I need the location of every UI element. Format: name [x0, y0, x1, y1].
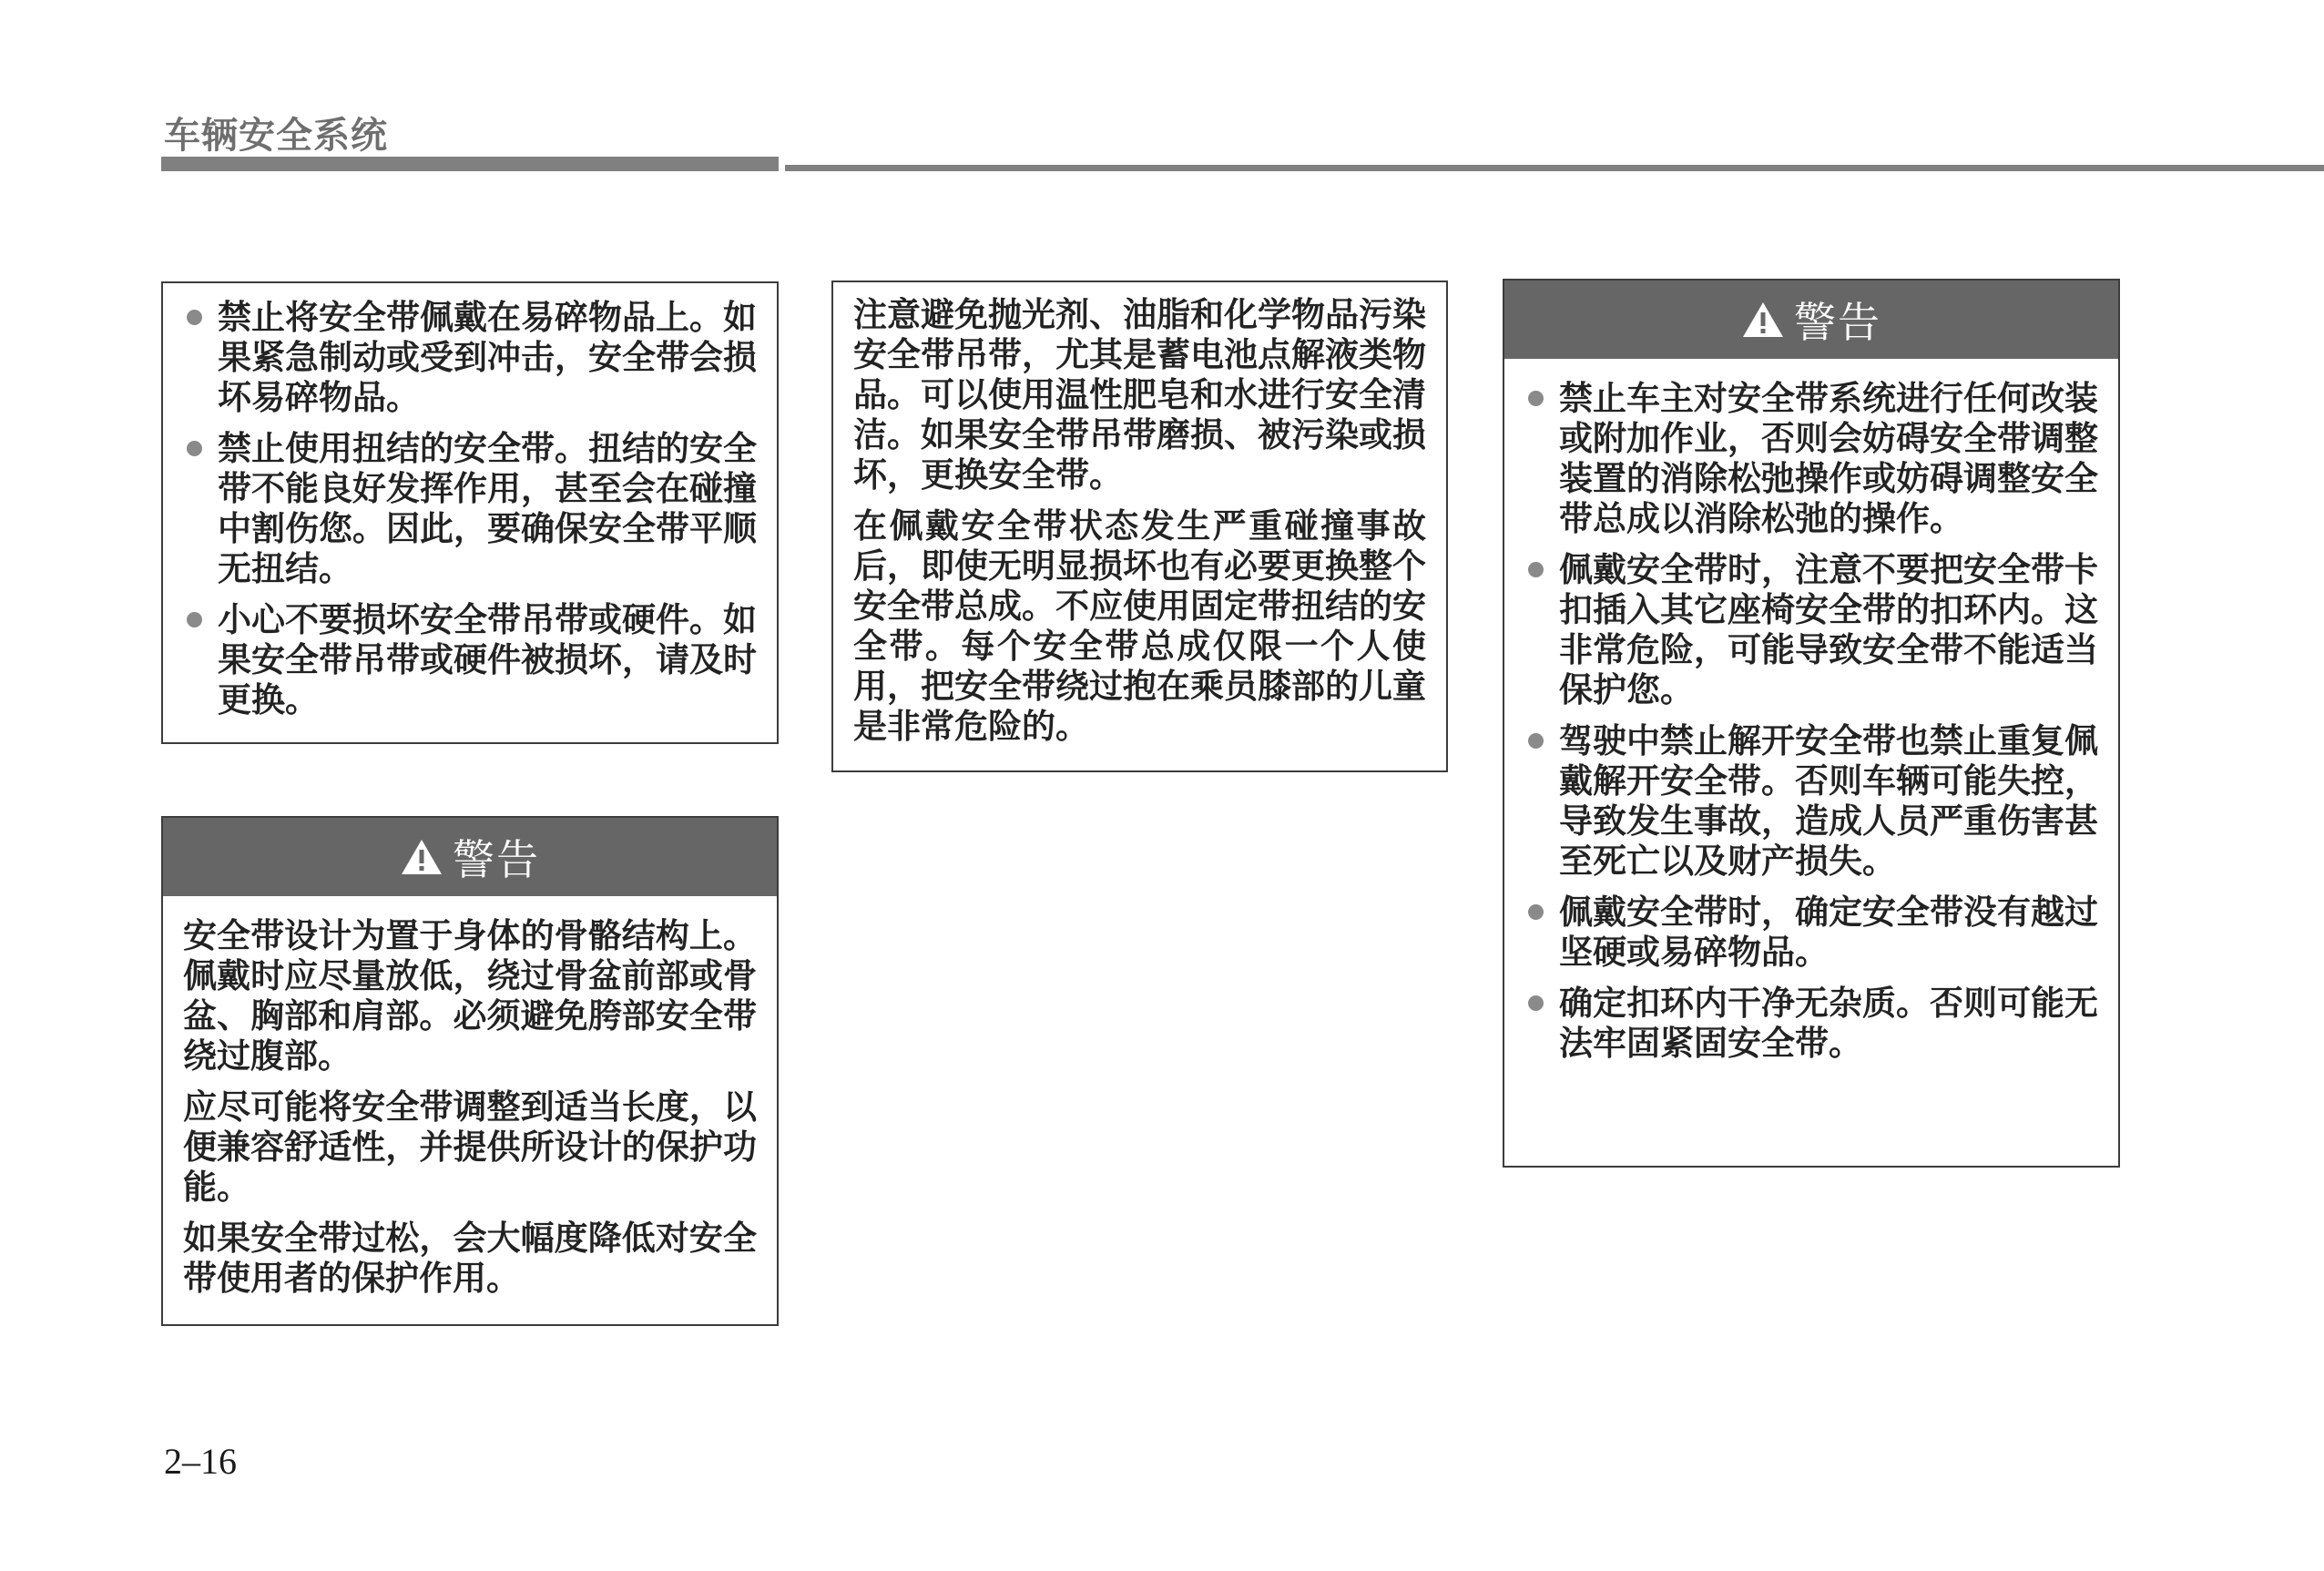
warning-title: 警告	[453, 835, 540, 884]
warning-header	[163, 818, 777, 896]
header-bar-thin	[785, 165, 2324, 171]
bullet-dot-icon	[187, 441, 202, 456]
warning-list	[1524, 379, 2098, 1064]
warning-box-left	[161, 816, 779, 1326]
list-item	[1524, 984, 2098, 1064]
list-item-text: 禁止使用扭结的安全带。扭结的安全带不能良好发挥作用，甚至会在碰撞中割伤您。因此，要确保安全带平顺无扭结。	[218, 429, 757, 588]
bullet-dot-icon	[187, 310, 202, 325]
list-item-text: 确定扣环内干净无杂质。否则可能无法牢固紧固安全带。	[1559, 984, 2098, 1063]
warning-paragraph: 安全带设计为置于身体的骨骼结构上。佩戴时应尽量放低，绕过骨盆前部或骨盆、胸部和肩部。必须避免胯部安全带绕过腹部。	[183, 916, 757, 1076]
list-item	[1524, 379, 2098, 539]
caution-list	[183, 298, 757, 720]
warning-paragraph: 如果安全带过松，会大幅度降低对安全带使用者的保护作用。	[183, 1219, 757, 1298]
list-item	[183, 429, 757, 589]
bullet-dot-icon	[1528, 391, 1544, 406]
bullet-dot-icon	[1528, 904, 1544, 920]
caution-paragraph: 在佩戴安全带状态发生严重碰撞事故后，即使无明显损坏也有必要更换整个安全带总成。不应使用固定带扭结的安全带。每个安全带总成仅限一个人使用，把安全带绕过抱在乘员膝部的儿童是非常危险的。	[853, 506, 1426, 746]
warning-triangle-icon	[400, 838, 443, 876]
caution-box-left	[161, 281, 779, 744]
caution-paragraph: 注意避免抛光剂、油脂和化学物品污染安全带吊带，尤其是蓄电池点解液类物品。可以使用温性肥皂和水进行安全清洁。如果安全带吊带磨损、被污染或损坏，更换安全带。	[853, 295, 1426, 495]
warning-paragraph: 应尽可能将安全带调整到适当长度，以便兼容舒适性，并提供所设计的保护功能。	[183, 1087, 757, 1207]
list-item-text: 小心不要损坏安全带吊带或硬件。如果安全带吊带或硬件被损坏，请及时更换。	[218, 600, 757, 719]
bullet-dot-icon	[187, 612, 202, 627]
warning-triangle-icon	[1741, 301, 1785, 339]
warning-header	[1504, 281, 2118, 359]
caution-box-middle	[831, 281, 1448, 772]
list-item	[1524, 721, 2098, 882]
header-bar-thick	[161, 157, 779, 171]
list-item-text: 驾驶中禁止解开安全带也禁止重复佩戴解开安全带。否则车辆可能失控，导致发生事故，造成人员严重伤害甚至死亡以及财产损失。	[1559, 721, 2098, 881]
list-item	[183, 600, 757, 720]
list-item	[1524, 893, 2098, 973]
list-item-text: 禁止车主对安全带系统进行任何改装或附加作业，否则会妨碍安全带调整装置的消除松弛操作或妨碍调整安全带总成以消除松弛的操作。	[1559, 379, 2098, 538]
list-item	[183, 298, 757, 418]
list-item-text: 佩戴安全带时，注意不要把安全带卡扣插入其它座椅安全带的扣环内。这非常危险，可能导致安全带不能适当保护您。	[1559, 550, 2098, 709]
bullet-dot-icon	[1528, 995, 1544, 1011]
section-title: 车辆安全系统	[164, 115, 388, 157]
bullet-dot-icon	[1528, 733, 1544, 749]
warning-title: 警告	[1794, 298, 1881, 347]
list-item	[1524, 550, 2098, 710]
warning-box-right	[1503, 279, 2120, 1168]
list-item-text: 佩戴安全带时，确定安全带没有越过坚硬或易碎物品。	[1559, 893, 2098, 972]
page-number: 2–16	[164, 1441, 237, 1482]
bullet-dot-icon	[1528, 562, 1544, 577]
list-item-text: 禁止将安全带佩戴在易碎物品上。如果紧急制动或受到冲击，安全带会损坏易碎物品。	[218, 298, 757, 417]
